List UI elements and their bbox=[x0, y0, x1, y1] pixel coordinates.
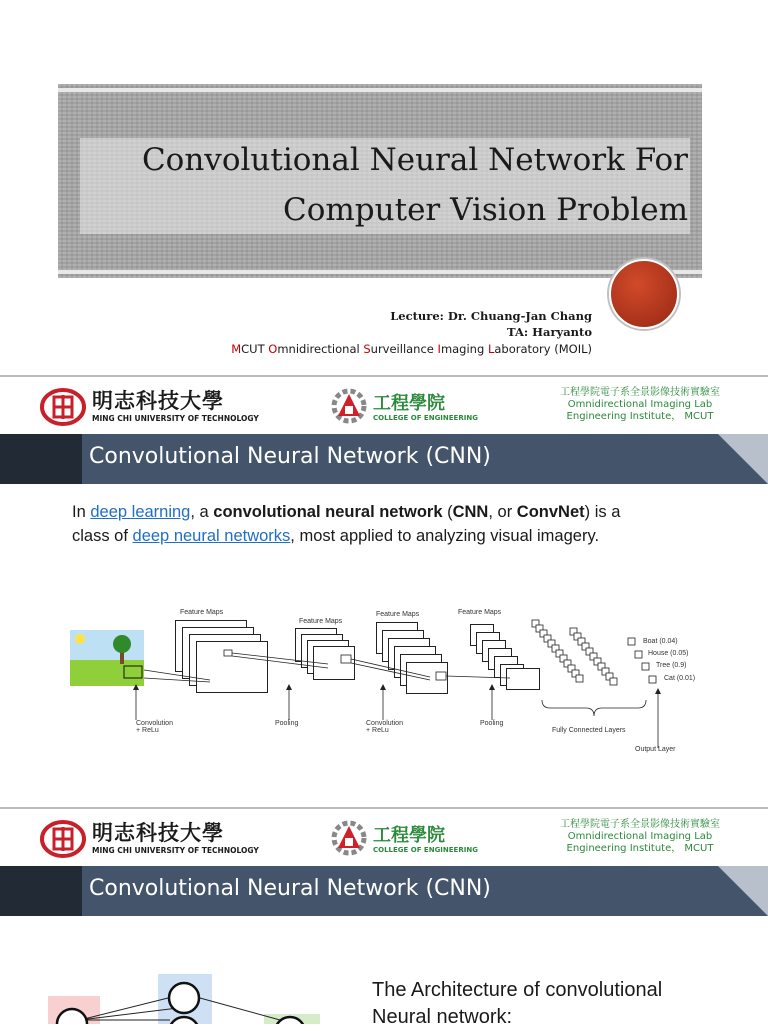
diagram-connections bbox=[60, 600, 710, 770]
feature-maps-label: Feature Maps bbox=[376, 611, 420, 618]
lab-initial: L bbox=[487, 342, 495, 356]
slide-title-line-2: Computer Vision Problem bbox=[283, 192, 688, 228]
institution-header bbox=[0, 807, 768, 869]
college-english-name: COLLEGE OF ENGINEERING bbox=[373, 414, 478, 422]
lab-english-name: Omnidirectional Imaging Lab bbox=[567, 831, 713, 842]
feature-maps-label: Feature Maps bbox=[299, 618, 343, 625]
lecturer-credit: Lecture: Dr. Chuang-Jan Chang bbox=[390, 309, 592, 323]
lab-affiliation bbox=[545, 387, 735, 423]
panel-band-top bbox=[58, 88, 702, 92]
text-segment: , a bbox=[190, 503, 214, 521]
bold-term: ConvNet bbox=[516, 503, 585, 521]
college-chinese-name: 工程學院 bbox=[373, 393, 445, 414]
cnn-definition bbox=[72, 500, 732, 548]
slide-title-bar bbox=[0, 866, 768, 916]
convolution-relu-label: Convolution + ReLu bbox=[136, 720, 173, 734]
slide-heading: Convolutional Neural Network (CNN) bbox=[89, 444, 491, 469]
slide-title-bar bbox=[0, 434, 768, 484]
corner-fold-icon bbox=[698, 866, 768, 916]
mcut-chinese-name: 明志科技大學 bbox=[92, 821, 224, 845]
network-diagram bbox=[40, 968, 330, 1024]
title-bar-accent bbox=[0, 434, 82, 484]
output-class-label: Cat (0.01) bbox=[664, 675, 696, 682]
mcut-chinese-name: 明志科技大學 bbox=[92, 389, 224, 413]
panel-band-bottom bbox=[58, 270, 702, 274]
lab-affiliation bbox=[545, 819, 735, 855]
text-segment: class of bbox=[72, 527, 133, 545]
text-segment: ( bbox=[442, 503, 453, 521]
gear-logo-icon bbox=[330, 818, 368, 858]
lab-chinese-name: 工程學院電子系全景影像技術實驗室 bbox=[560, 819, 720, 830]
lab-initial: I bbox=[437, 342, 441, 356]
lab-english-name: Omnidirectional Imaging Lab bbox=[567, 399, 713, 410]
convolution-relu-label: Convolution + ReLu bbox=[366, 720, 403, 734]
college-chinese-name: 工程學院 bbox=[373, 825, 445, 846]
slide-heading: Convolutional Neural Network (CNN) bbox=[89, 876, 491, 901]
pooling-label: Pooling bbox=[480, 720, 504, 727]
lab-initial: S bbox=[363, 342, 371, 356]
architecture-heading bbox=[372, 977, 662, 1031]
feature-maps-label: Feature Maps bbox=[458, 609, 502, 616]
mcut-english-name: MING CHI UNIVERSITY OF TECHNOLOGY bbox=[92, 846, 259, 855]
title-panel bbox=[58, 84, 702, 278]
institution-header bbox=[0, 375, 768, 437]
pooling-label: Pooling bbox=[275, 720, 299, 727]
text-segment: ) is a bbox=[584, 503, 621, 521]
lab-name bbox=[231, 342, 592, 356]
gear-logo-icon bbox=[330, 386, 368, 426]
lab-chinese-name: 工程學院電子系全景影像技術實驗室 bbox=[560, 387, 720, 398]
lab-initial: O bbox=[268, 342, 278, 356]
lab-text: mnidirectional bbox=[277, 342, 364, 356]
cnn-diagram bbox=[60, 600, 710, 770]
lab-initial: M bbox=[231, 342, 242, 356]
lab-text: CUT bbox=[241, 342, 269, 356]
architecture-line-2: Neural network: bbox=[372, 1006, 513, 1028]
corner-fold-icon bbox=[698, 434, 768, 484]
deep-learning-link[interactable]: deep learning bbox=[90, 503, 191, 521]
decorative-circle bbox=[609, 259, 679, 329]
output-class-label: Boat (0.04) bbox=[643, 638, 678, 645]
mcut-emblem-icon bbox=[40, 819, 86, 859]
text-segment: In bbox=[72, 503, 91, 521]
bold-term: convolutional neural network bbox=[213, 503, 443, 521]
text-segment: , or bbox=[488, 503, 517, 521]
mcut-english-name: MING CHI UNIVERSITY OF TECHNOLOGY bbox=[92, 414, 259, 423]
title-slide bbox=[0, 0, 768, 370]
text-segment: , most applied to analyzing visual imagery. bbox=[290, 527, 600, 545]
output-layer-label: Output Layer bbox=[635, 746, 676, 753]
deep-neural-networks-link[interactable]: deep neural networks bbox=[132, 527, 291, 545]
college-english-name: COLLEGE OF ENGINEERING bbox=[373, 846, 478, 854]
lab-text: aboratory (MOIL) bbox=[494, 342, 592, 356]
mcut-emblem-icon bbox=[40, 387, 86, 427]
architecture-line-1: The Architecture of convolutional bbox=[372, 979, 663, 1001]
fully-connected-label: Fully Connected Layers bbox=[552, 727, 626, 734]
lab-institute: Engineering Institute， MCUT bbox=[566, 843, 714, 854]
lab-institute: Engineering Institute， MCUT bbox=[566, 411, 714, 422]
bold-term: CNN bbox=[452, 503, 489, 521]
feature-maps-label: Feature Maps bbox=[180, 609, 224, 616]
output-class-label: House (0.05) bbox=[648, 650, 689, 657]
lab-text: urveillance bbox=[370, 342, 438, 356]
lab-text: maging bbox=[440, 342, 488, 356]
title-bar-accent bbox=[0, 866, 82, 916]
output-class-label: Tree (0.9) bbox=[656, 662, 687, 669]
slide-title-line-1: Convolutional Neural Network For bbox=[141, 142, 688, 178]
ta-credit: TA: Haryanto bbox=[507, 325, 592, 339]
